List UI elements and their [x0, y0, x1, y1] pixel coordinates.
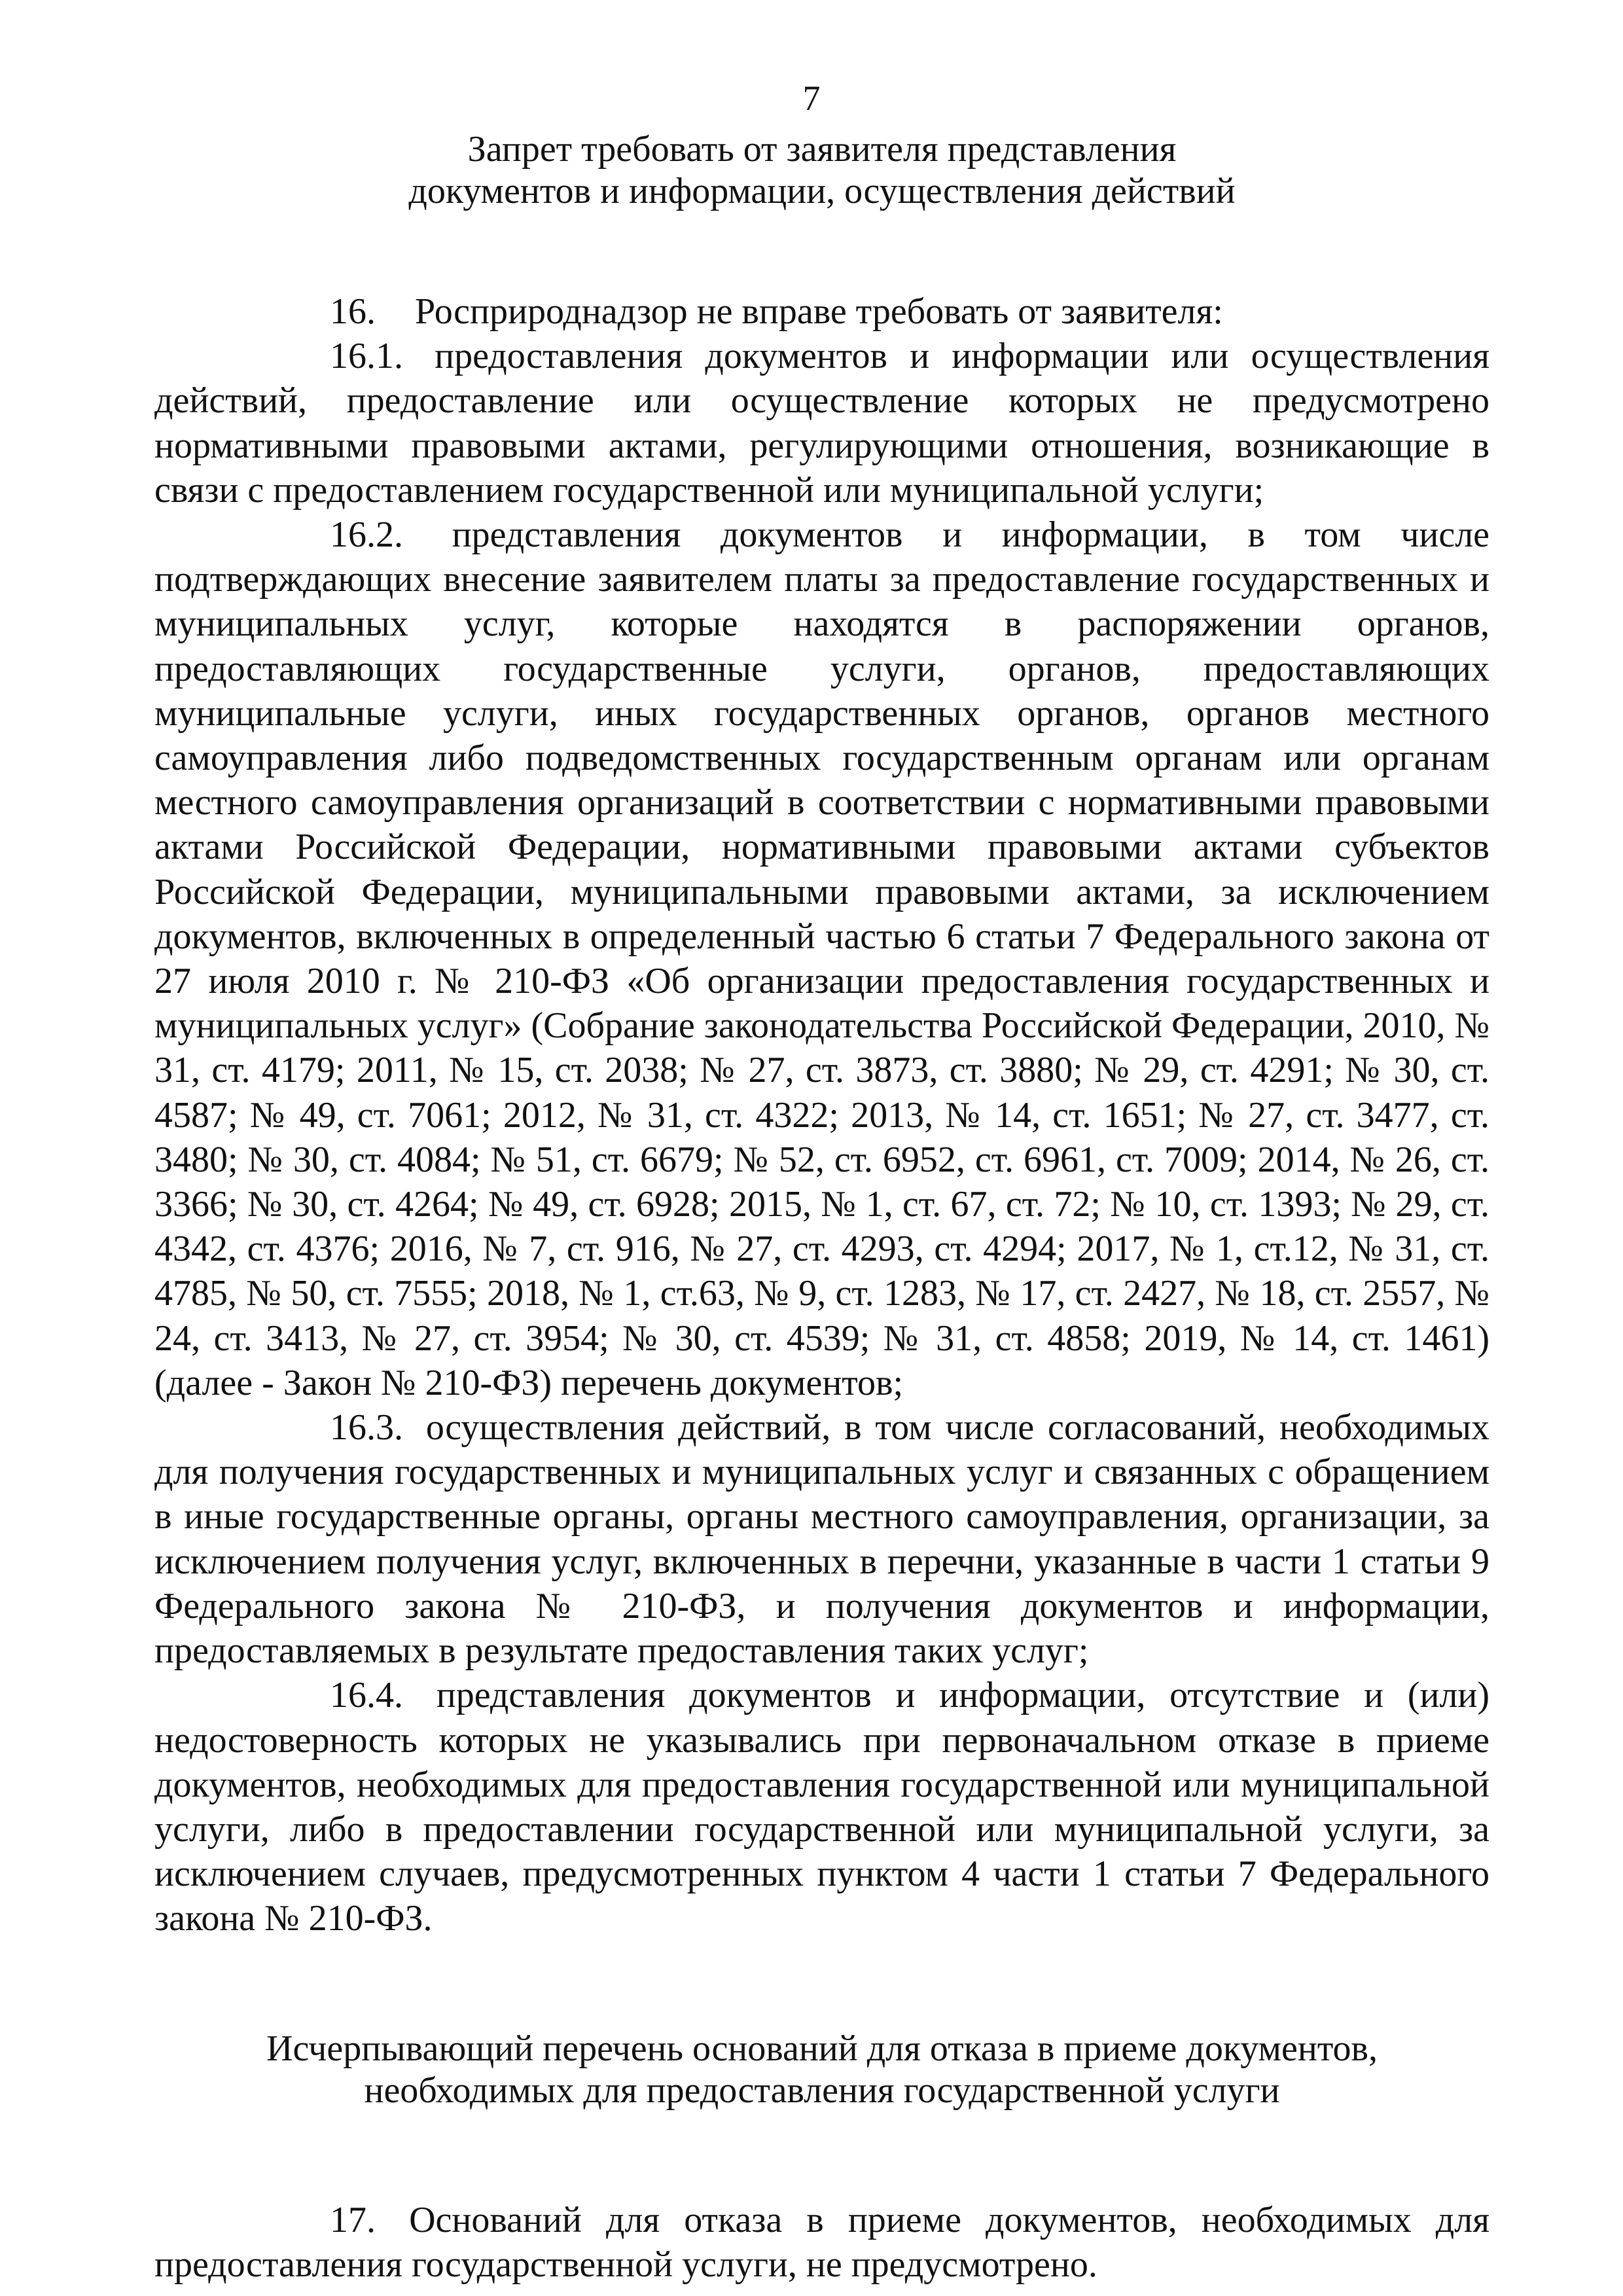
spacer	[154, 212, 1489, 289]
paragraph-number: 17.	[330, 2199, 376, 2240]
paragraph-number: 16.3.	[330, 1407, 403, 1448]
paragraph-text: представления документов и информации, отсутствие и (или) недостоверность которых не указывались при первоначальном отказе в приеме документов, необходимых для предоставления государственной или муниципальной услуги, либо в предоставлении государственной или муниципальной услуги, за исключением случаев, предусмотренных пунктом 4 части 1 статьи 7 Федерального закона № 210-ФЗ.	[154, 1675, 1490, 1939]
page-number: 7	[802, 79, 821, 118]
paragraph-text: предоставления документов и информации или осуществления действий, предоставление или осуществление которых не предусмотрено нормативными правовыми актами, регулирующими отношения, возникающие в связи с предоставлением государственной или муниципальной услуги;	[154, 336, 1489, 511]
paragraph-text: осуществления действий, в том числе согласований, необходимых для получения государственных и муниципальных услуг и связанных с обращением в иные государственные органы, органы местного самоуправления, организации, за исключением получения услуг, включенных в перечни, указанные в части 1 статьи 9 Федерального закона № 210-ФЗ, и получения документов и информации, предоставляемых в результате предоставления таких услуг;	[154, 1407, 1489, 1672]
paragraph-16-2	[154, 512, 1489, 1405]
paragraph-text: Оснований для отказа в приеме документов, необходимых для предоставления государственной услуги, не предусмотрено.	[154, 2199, 1490, 2285]
heading-line: документов и информации, осуществления действий	[408, 171, 1236, 211]
paragraph-number: 16.	[330, 291, 376, 332]
paragraph-16-3	[154, 1405, 1489, 1673]
spacer	[154, 2111, 1489, 2198]
paragraph-number: 16.2.	[330, 514, 403, 556]
paragraph-16-4	[154, 1673, 1489, 1941]
paragraph-number: 16.4.	[330, 1675, 403, 1716]
section-heading-prohibition	[154, 128, 1489, 212]
paragraph-17	[154, 2198, 1489, 2287]
heading-line: необходимых для предоставления государственной услуги	[364, 2070, 1280, 2111]
heading-line: Исчерпывающий перечень оснований для отказа в приеме документов,	[266, 2028, 1378, 2069]
spacer	[154, 1941, 1489, 2028]
paragraph-text: представления документов и информации, в том числе подтверждающих внесение заявителем платы за предоставление государственных и муниципальных услуг, которые находятся в распоряжении органов, предоставляющих государственные услуги, органов, предоставляющих муниципальные услуги, иных государственных органов, органов местного самоуправления либо подведомственных государственным органам или органам местного самоуправления организаций в соответствии с нормативными правовыми актами Российской Федерации, нормативными правовыми актами субъектов Российской Федерации, муниципальными правовыми актами, за исключением документов, включенных в определенный частью 6 статьи 7 Федерального закона от 27 июля 2010 г. № 210-ФЗ «Об организации предоставления государственных и муниципальных услуг» (Собрание законодательства Российской Федерации, 2010, № 31, ст. 4179; 2011, № 15, ст. 2038; № 27, ст. 3873, ст. 3880; № 29, ст. 4291; № 30, ст. 4587; № 49, ст. 7061; 2012, № 31, ст. 4322; 2013, № 14, ст. 1651; № 27, ст. 3477, ст. 3480; № 30, ст. 4084; № 51, ст. 6679; № 52, ст. 6952, ст. 6961, ст. 7009; 2014, № 26, ст. 3366; № 30, ст. 4264; № 49, ст. 6928; 2015, № 1, ст. 67, ст. 72; № 10, ст. 1393; № 29, ст. 4342, ст. 4376; 2016, № 7, ст. 916, № 27, ст. 4293, ст. 4294; 2017, № 1, ст.12, № 31, ст. 4785, № 50, ст. 7555; 2018, № 1, ст.63, № 9, ст. 1283, № 17, ст. 2427, № 18, ст. 2557, № 24, ст. 3413, № 27, ст. 3954; № 30, ст. 4539; № 31, ст. 4858; 2019, № 14, ст. 1461) (далее - Закон № 210-ФЗ) перечень документов;	[154, 514, 1489, 1403]
paragraph-number: 16.1.	[330, 336, 403, 377]
paragraph-text: Росприроднадзор не вправе требовать от заявителя:	[415, 291, 1223, 332]
section-heading-refusal-grounds	[154, 2028, 1489, 2111]
document-body	[154, 128, 1489, 2287]
paragraph-16	[154, 289, 1489, 334]
heading-line: Запрет требовать от заявителя представления	[467, 129, 1177, 170]
paragraph-16-1	[154, 334, 1489, 512]
